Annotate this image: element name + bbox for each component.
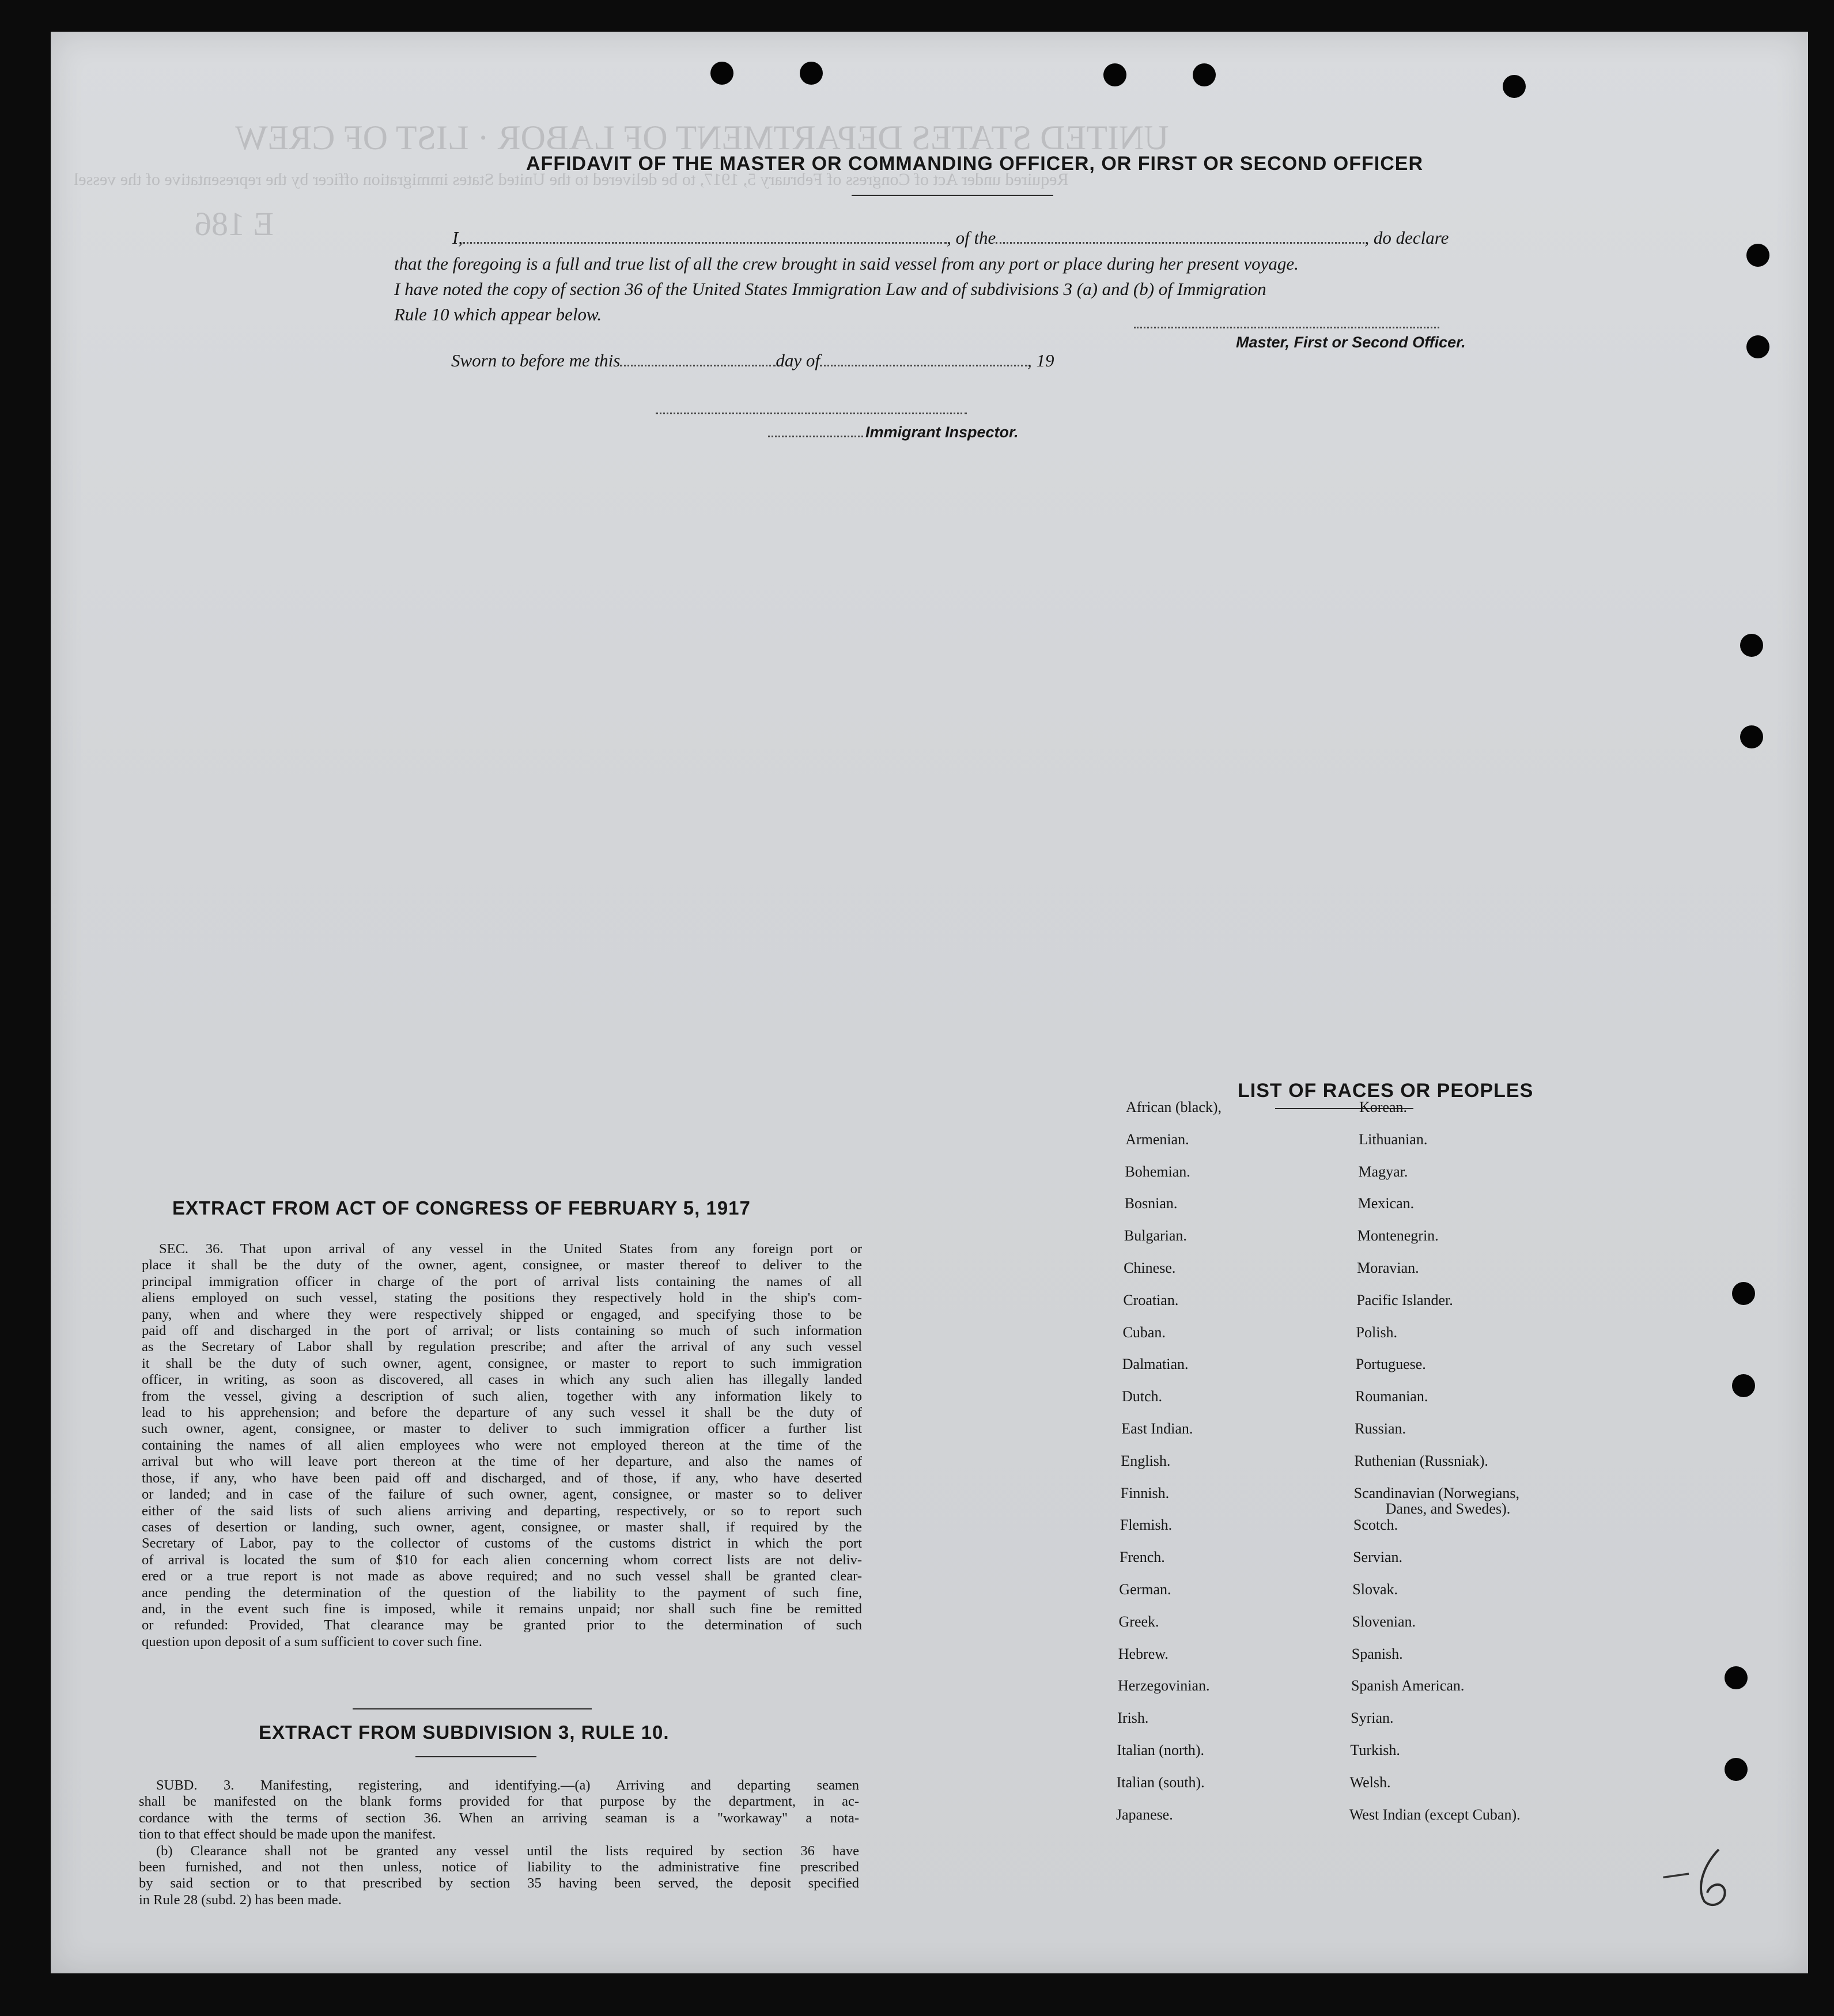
act-extract-text <box>142 1241 862 1650</box>
punch-hole <box>1103 63 1126 86</box>
race-item: Pacific Islander. <box>1356 1291 1453 1308</box>
race-item: Polish. <box>1356 1323 1398 1341</box>
act-extract-line: it shall be the duty of such owner, agent, consignee, or master to report to such immigration <box>142 1355 862 1371</box>
act-extract-line: pany, when and where they were respectively shipped or engaged, and specifying those to be <box>142 1306 862 1322</box>
punch-hole <box>1740 725 1763 748</box>
act-extract-title: EXTRACT FROM ACT OF CONGRESS OF FEBRUARY 5, 1917 <box>172 1197 751 1219</box>
rule-extract-title-rule <box>415 1756 536 1757</box>
bleed-through: UNITED STATES DEPARTMENT OF LABOR · LIST OF CREW <box>235 119 1169 157</box>
master-signature-label: Master, First or Second Officer. <box>1236 334 1466 351</box>
handwritten-mark: ̅ <box>1687 1864 1696 1924</box>
act-extract-line: either of the said lists of such aliens arriving and departing, respectively, or so to report such <box>142 1503 862 1519</box>
race-item: East Indian. <box>1121 1420 1193 1437</box>
act-extract-line: Secretary of Labor, pay to the collector of customs of the customs district in which the port <box>142 1535 862 1552</box>
race-item: Cuban. <box>1122 1323 1166 1341</box>
race-item: Portuguese. <box>1355 1356 1426 1373</box>
race-item: Croatian. <box>1123 1291 1179 1308</box>
race-item: Slovak. <box>1352 1581 1398 1598</box>
handwritten-six-mark <box>1693 1847 1739 1910</box>
bleed-through: E 186 <box>195 205 274 243</box>
year-prefix: , 19 <box>1027 350 1054 370</box>
race-item: Spanish. <box>1351 1645 1403 1662</box>
act-extract-line: ered or a true report is not made as above required; and no such vessel shall be granted clear- <box>142 1568 862 1584</box>
bleed-through: Required under Act of Congress of February 5, 1917, to be delivered to the United States immigration officer by the representative of the vessel <box>74 170 1069 189</box>
race-item: Hebrew. <box>1118 1645 1169 1662</box>
inspector-dots <box>768 425 863 437</box>
punch-hole <box>1725 1666 1748 1689</box>
inspector-label-row <box>768 423 1019 441</box>
act-extract-line: arrival but who will leave port thereon at the time of her departure, and also the names of <box>142 1454 862 1470</box>
race-item: English. <box>1121 1452 1171 1469</box>
act-extract-line: SEC. 36. That upon arrival of any vessel in the United States from any foreign port or <box>159 1241 862 1257</box>
race-item: Italian (south). <box>1116 1773 1205 1791</box>
rule-extract-text <box>139 1777 859 1908</box>
act-extract-line: or refunded: Provided, That clearance may be granted prior to the determination of such <box>142 1617 862 1633</box>
sworn-day-field[interactable] <box>620 352 776 366</box>
master-signature-line[interactable] <box>1134 327 1439 328</box>
act-extract-line: or landed; and in case of the failure of such owner, agent, consignee, or master so to deliver <box>142 1487 862 1503</box>
race-item: Armenian. <box>1125 1130 1189 1148</box>
act-extract-line: as the Secretary of Labor shall by regulation prescribe; and after the arrival of any such vessel <box>142 1339 862 1355</box>
act-extract-line: officer, in writing, as soon as discovered, all cases in which any such alien has illegally landed <box>142 1372 862 1388</box>
inspector-signature-line[interactable] <box>656 413 967 414</box>
act-extract-line: aliens employed on such vessel, stating the positions they respectively hold in the ship's com- <box>142 1290 862 1306</box>
act-extract-line: question upon deposit of a sum sufficient to cover such fine. <box>142 1633 482 1650</box>
race-item: Bohemian. <box>1125 1163 1190 1180</box>
rule-extract-title: EXTRACT FROM SUBDIVISION 3, RULE 10. <box>259 1722 670 1743</box>
race-item: Dalmatian. <box>1122 1356 1189 1373</box>
declaration-line: that the foregoing is a full and true list of all the crew brought in said vessel from any port or place during her present voyage. <box>394 254 1299 274</box>
race-item: Herzegovinian. <box>1117 1677 1210 1695</box>
race-item: Greek. <box>1118 1613 1159 1630</box>
rule-extract-line: by said section or to that prescribed by section 35 having been served, the deposit specified <box>139 1875 859 1892</box>
punch-hole <box>1746 244 1769 267</box>
vessel-field[interactable] <box>996 229 1364 244</box>
race-item: Finnish. <box>1120 1484 1170 1501</box>
race-item: Chinese. <box>1124 1259 1176 1276</box>
act-extract-line: from the vessel, giving a description of such alien, together with any information likely to <box>142 1388 862 1404</box>
punch-hole <box>1732 1374 1755 1397</box>
affidavit-title: AFFIDAVIT OF THE MASTER OR COMMANDING OFFICER, OR FIRST OR SECOND OFFICER <box>526 153 1423 175</box>
sworn-prefix: Sworn to before me this <box>451 350 621 370</box>
act-extract-line: principal immigration officer in charge of the port of arrival lists containing the names of all <box>142 1273 862 1289</box>
race-item: Scotch. <box>1353 1516 1398 1534</box>
rule-extract-line: SUBD. 3. Manifesting, registering, and identifying.—(a) Arriving and departing seamen <box>156 1777 859 1793</box>
affidavit-title-rule <box>852 195 1053 196</box>
race-item: Irish. <box>1117 1709 1149 1727</box>
declaration-line: Rule 10 which appear below. <box>394 304 602 324</box>
day-of-label: day of <box>776 350 820 370</box>
declaration-line: I have noted the copy of section 36 of the United States Immigration Law and of subdivisions 3 (a) and (b) of Immigration <box>394 279 1266 299</box>
declaration-text <box>394 251 1541 327</box>
rule-extract-line: tion to that effect should be made upon the manifest. <box>139 1826 436 1843</box>
race-item: Slovenian. <box>1352 1613 1416 1630</box>
act-extract-line: lead to his apprehension; and before the departure of any such vessel it shall be the duty of <box>142 1405 862 1421</box>
race-item: Flemish. <box>1120 1516 1173 1534</box>
act-extract-line: such owner, agent, consignee, or master to deliver to such immigration officer a further list <box>142 1421 862 1437</box>
name-field[interactable] <box>463 229 947 244</box>
i-prefix: I, <box>452 228 463 248</box>
race-item: Montenegrin. <box>1357 1227 1439 1245</box>
act-extract-line: place it shall be the duty of the owner, agent, consignee, or master thereof to deliver to the <box>142 1257 862 1273</box>
race-item: Mexican. <box>1357 1195 1415 1212</box>
race-item: Roumanian. <box>1355 1388 1428 1405</box>
act-extract-divider <box>353 1708 592 1709</box>
rule-extract-line: been furnished, and not then unless, notice of liability to the administrative fine prescribed <box>139 1859 859 1875</box>
punch-hole <box>1740 634 1763 657</box>
rule-extract-line: cordance with the terms of section 36. When an arriving seaman is a "workaway" a nota- <box>139 1810 859 1826</box>
punch-hole <box>1725 1758 1748 1781</box>
sworn-month-field[interactable] <box>820 352 1027 366</box>
race-item: Korean. <box>1359 1099 1408 1115</box>
race-item: Ruthenian (Russniak). <box>1354 1452 1488 1469</box>
race-item: Moravian. <box>1357 1259 1419 1276</box>
race-item: Dutch. <box>1121 1388 1163 1405</box>
punch-hole <box>1503 75 1526 98</box>
sworn-line <box>451 348 1054 373</box>
act-extract-line: those, if any, who have been paid off and discharged, and of those, if any, who have deserted <box>142 1470 862 1486</box>
act-extract-line: of arrival is located the sum of $10 for each alien concerning whom correct lists are not deliv- <box>142 1552 862 1568</box>
race-item: West Indian (except Cuban). <box>1349 1806 1521 1823</box>
act-extract-line: paid off and discharged in the port of arrival; or lists containing so much of such information <box>142 1323 862 1339</box>
punch-hole <box>1746 335 1769 358</box>
race-item: Russian. <box>1355 1420 1406 1437</box>
act-extract-line: containing the names of all alien employees who were not employed thereon at the time of the <box>142 1437 862 1453</box>
race-item: Turkish. <box>1350 1742 1400 1758</box>
race-item: Magyar. <box>1358 1163 1408 1180</box>
race-item: Scandinavian (Norwegians, <box>1353 1484 1519 1501</box>
race-item: African (black), <box>1126 1099 1222 1115</box>
punch-hole <box>1732 1282 1755 1305</box>
race-item: Servian. <box>1353 1549 1402 1566</box>
punch-hole <box>710 62 733 85</box>
race-item: Lithuanian. <box>1359 1130 1428 1148</box>
inspector-label: Immigrant Inspector. <box>865 423 1019 441</box>
act-extract-line: ance pending the determination of the question of the liability to the payment of such fine, <box>142 1584 862 1601</box>
declaration-name-line <box>452 225 1547 251</box>
race-item: Bulgarian. <box>1124 1227 1187 1245</box>
punch-hole <box>800 62 823 85</box>
act-extract-line: and, in the event such fine is imposed, while it remains unpaid; nor shall such fine be remitted <box>142 1601 862 1617</box>
race-item: Syrian. <box>1351 1709 1394 1727</box>
do-declare-label: , do declare <box>1364 228 1449 248</box>
race-item: Japanese. <box>1115 1806 1173 1823</box>
race-item: Spanish American. <box>1351 1677 1465 1695</box>
race-item: French. <box>1120 1549 1165 1566</box>
races-title: LIST OF RACES OR PEOPLES <box>1238 1080 1534 1102</box>
punch-hole <box>1193 63 1216 86</box>
rule-extract-line: shall be manifested on the blank forms provided for that purpose by the department, in ac- <box>139 1794 859 1810</box>
of-the-label: , of the <box>947 228 996 248</box>
act-extract-line: cases of desertion or landing, such owner, agent, consignee, or master shall, if required by the <box>142 1519 862 1535</box>
race-item: Italian (north). <box>1117 1742 1204 1758</box>
rule-extract-line: (b) Clearance shall not be granted any vessel until the lists required by section 36 have <box>156 1843 859 1859</box>
race-item: Bosnian. <box>1124 1195 1178 1212</box>
rule-extract-line: in Rule 28 (subd. 2) has been made. <box>139 1892 342 1908</box>
race-item: German. <box>1119 1581 1171 1598</box>
race-item: Welsh. <box>1349 1773 1391 1791</box>
race-item: Danes, and Swedes). <box>1385 1500 1511 1517</box>
document-page <box>51 32 1808 1973</box>
